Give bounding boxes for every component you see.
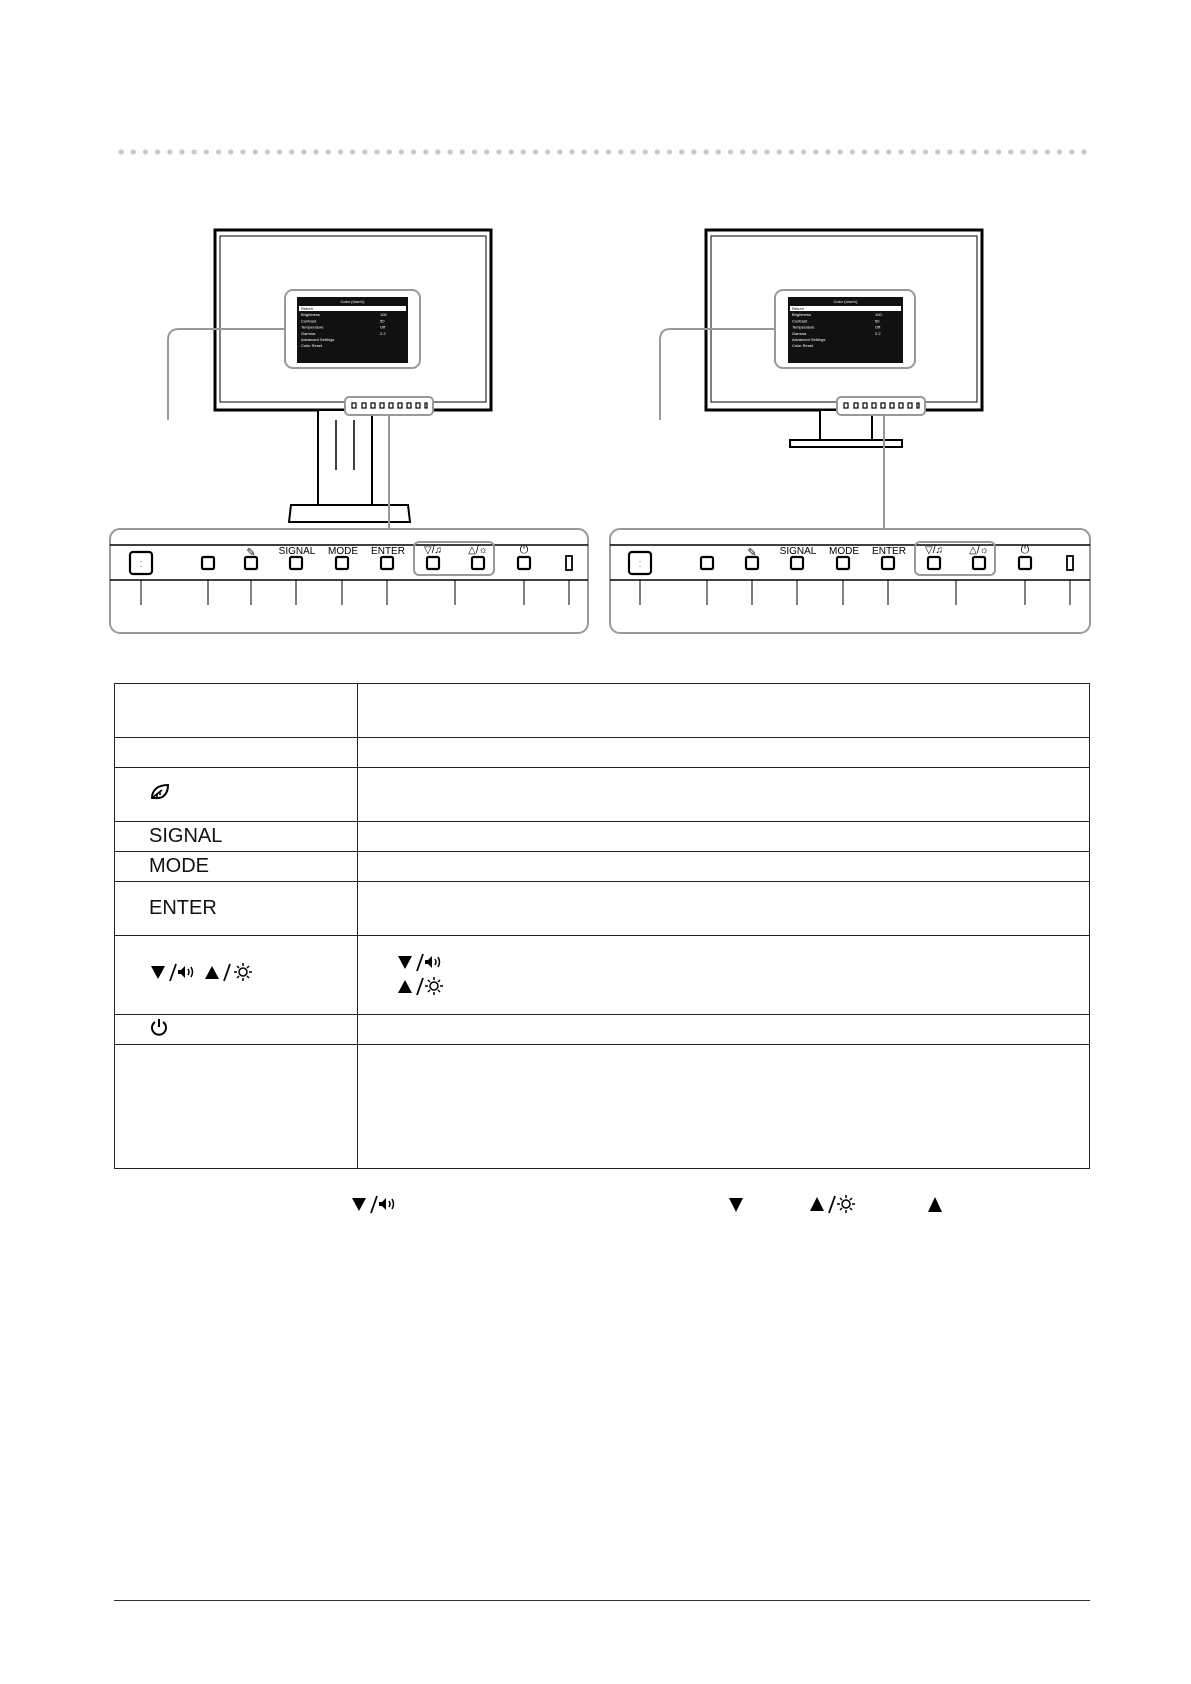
- desc-cell: [358, 1045, 1090, 1169]
- panel-label-enter-2: ENTER: [872, 546, 906, 557]
- osd-item-label: Return: [301, 306, 314, 311]
- key-cell: [115, 1045, 358, 1169]
- function-table: [114, 683, 1090, 1169]
- table-row: [115, 738, 1090, 768]
- osd-item-label: Temperature: [301, 324, 324, 330]
- svg-text:⏻: ⏻: [1020, 544, 1030, 556]
- svg-text:△/☼: △/☼: [969, 545, 989, 556]
- down-volume-icon: [350, 1193, 398, 1221]
- left-monitor: [168, 230, 491, 530]
- table-row: [115, 1015, 1090, 1045]
- svg-text:△/☼: △/☼: [468, 545, 488, 556]
- svg-text:⏻: ⏻: [519, 544, 529, 556]
- right-monitor: [660, 230, 982, 530]
- up-brightness-icon: [396, 975, 1089, 999]
- osd-item-label: Brightness: [792, 312, 811, 318]
- svg-text:▽/♫: ▽/♫: [424, 545, 442, 556]
- desc-cell: [358, 852, 1090, 882]
- key-cell-mode: MODE: [115, 852, 358, 882]
- osd-title: Color (User1): [340, 299, 365, 304]
- table-row: [115, 1045, 1090, 1169]
- eco-leaf-icon: [149, 783, 171, 801]
- key-cell: [115, 768, 358, 822]
- power-icon: [149, 1017, 169, 1037]
- osd-item-label: Gamma: [301, 330, 316, 336]
- osd-item-label: Advanced Settings: [792, 337, 826, 342]
- desc-cell: [358, 822, 1090, 852]
- osd-item-label: Gamma: [792, 330, 807, 336]
- osd-title: Color (User1): [833, 299, 858, 304]
- table-row: [115, 684, 1090, 738]
- desc-cell: [358, 882, 1090, 936]
- desc-cell: [358, 1015, 1090, 1045]
- table-row: [115, 936, 1090, 1015]
- osd-item-value: 100: [380, 312, 387, 318]
- desc-cell: [358, 936, 1090, 1015]
- osd-item-value: 2.2: [380, 330, 386, 336]
- desc-cell: [358, 738, 1090, 768]
- table-row: [115, 768, 1090, 822]
- footer-rule: [114, 1600, 1090, 1601]
- osd-item-label: Contrast: [792, 318, 808, 324]
- osd-item-label: Advanced Settings: [301, 337, 335, 342]
- osd-item-value: Off: [380, 324, 386, 330]
- osd-item-label: Color Reset: [792, 343, 814, 349]
- osd-highlight: [299, 306, 406, 311]
- up-triangle-icon: [926, 1193, 944, 1221]
- osd-item-value: 50: [380, 318, 385, 324]
- left-button-panel: [110, 529, 588, 633]
- key-cell: [115, 936, 358, 1015]
- osd-highlight: [790, 306, 901, 311]
- key-cell-signal: SIGNAL: [115, 822, 358, 852]
- svg-text:⁚: ⁚: [638, 560, 642, 569]
- table-row: [115, 882, 1090, 936]
- osd-item-label: Return: [792, 306, 805, 311]
- panel-label-signal-2: SIGNAL: [779, 546, 817, 557]
- panel-label-signal: SIGNAL: [278, 546, 316, 557]
- down-triangle-icon: [727, 1193, 745, 1221]
- panel-label-mode-2: MODE: [829, 546, 859, 557]
- panel-label-enter: ENTER: [371, 546, 405, 557]
- table-row: [115, 822, 1090, 852]
- svg-text:▽/♫: ▽/♫: [925, 545, 943, 556]
- desc-cell: [358, 768, 1090, 822]
- desc-cell: [358, 684, 1090, 738]
- osd-item-label: Color Reset: [301, 343, 323, 349]
- osd-item-value: 2.2: [875, 330, 881, 336]
- osd-item-label: Temperature: [792, 324, 815, 330]
- osd-item-label: Contrast: [301, 318, 317, 324]
- osd-item-label: Brightness: [301, 312, 320, 318]
- osd-item-value: 100: [875, 312, 882, 318]
- osd-item-value: Off: [875, 324, 881, 330]
- table-row: [115, 852, 1090, 882]
- svg-text:⁚: ⁚: [139, 560, 143, 569]
- monitor-illustration: [0, 0, 1191, 660]
- panel-label-mode: MODE: [328, 546, 358, 557]
- osd-item-value: 50: [875, 318, 880, 324]
- key-cell-enter: ENTER: [115, 882, 358, 936]
- down-volume-up-brightness-icon: [149, 961, 259, 983]
- svg-text:✎: ✎: [747, 547, 757, 559]
- key-cell: [115, 684, 358, 738]
- key-cell: [115, 738, 358, 768]
- svg-text:✎: ✎: [246, 547, 256, 559]
- down-volume-icon: [396, 951, 1089, 975]
- right-button-panel: [610, 529, 1090, 633]
- up-brightness-icon: [808, 1193, 856, 1221]
- key-cell: [115, 1015, 358, 1045]
